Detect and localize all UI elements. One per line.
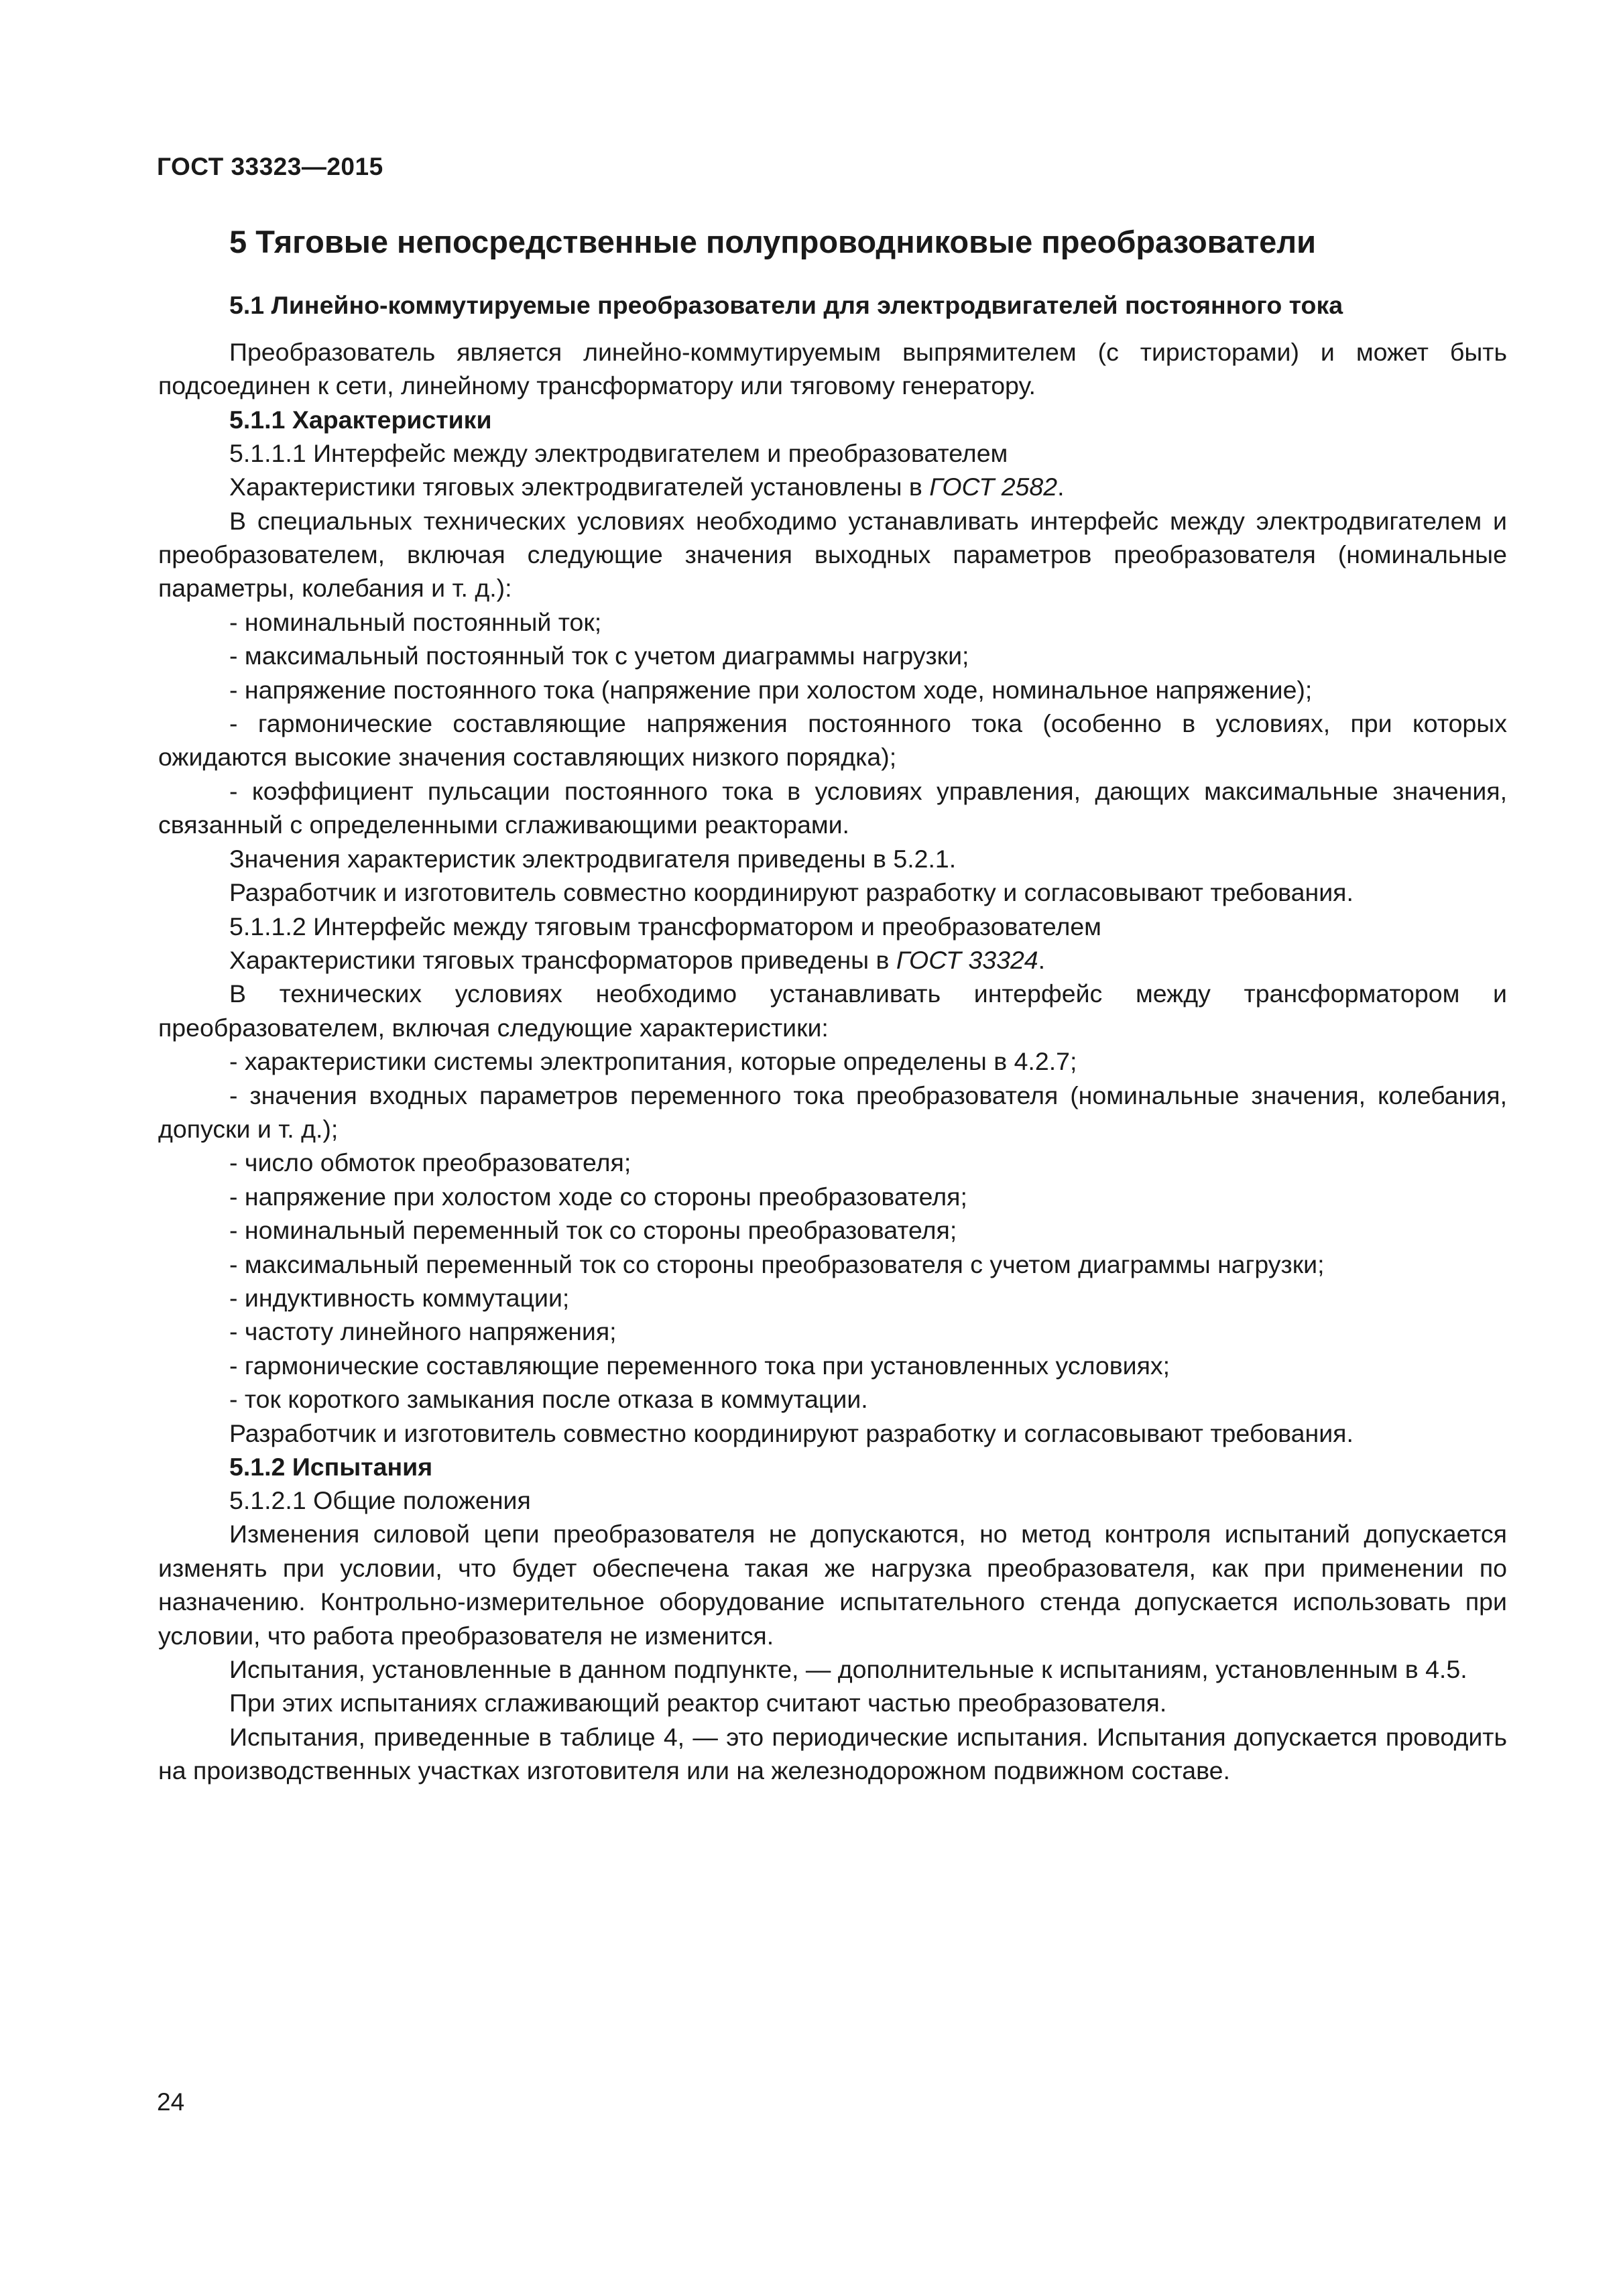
paragraph-periodic-tests: Испытания, приведенные в таблице 4, — это периодические испытания. Испытания допускается проводить на производственных участках изготовителя или на железнодорожном подвижном составе.	[158, 1722, 1507, 1785]
list-item: - частоту линейного напряжения;	[229, 1317, 617, 1346]
list-item: - напряжение при холостом ходе со стороны преобразователя;	[229, 1182, 967, 1211]
list-item: - значения входных параметров переменного тока преобразователя (номинальные значения, колебания, допуски и т. д.);	[158, 1081, 1507, 1143]
page-number: 24	[157, 2088, 185, 2116]
motor-char-end: .	[1057, 473, 1065, 501]
subsection-title: 5.1 Линейно-коммутируемые преобразователи для электродвигателей постоянного тока	[229, 291, 1343, 319]
heading-characteristics: 5.1.1 Характеристики	[229, 405, 492, 434]
clause-5-1-1-1: 5.1.1.1 Интерфейс между электродвигателем и преобразователем	[229, 438, 1008, 467]
paragraph-developer-coordination: Разработчик и изготовитель совместно координируют разработку и согласовывают требования.	[229, 878, 1354, 907]
list-item: - характеристики системы электропитания, которые определены в 4.2.7;	[229, 1047, 1077, 1076]
paragraph-transformer-characteristics	[158, 943, 1507, 977]
document-code: ГОСТ 33323—2015	[157, 153, 383, 180]
list-item: - гармонические составляющие переменного тока при установленных условиях;	[229, 1351, 1170, 1380]
paragraph-circuit-changes: Изменения силовой цепи преобразователя не допускаются, но метод контроля испытаний допускается изменять при условии, что будет обеспечена такая же нагрузка преобразователя, как при применении по назначению. Контрольно-измерительное оборудование испытательного стенда допускается использовать при условии, что работа преобразователя не изменится.	[158, 1520, 1507, 1650]
document-body	[158, 221, 1507, 1788]
paragraph-developer-coordination-2: Разработчик и изготовитель совместно координируют разработку и согласовывают требования.	[229, 1418, 1354, 1447]
list-item: - индуктивность коммутации;	[229, 1283, 570, 1312]
trans-char-text: Характеристики тяговых трансформаторов приведены в	[229, 945, 896, 974]
paragraph-additional-tests: Испытания, установленные в данном подпункте, — дополнительные к испытаниям, установленным в 4.5.	[229, 1655, 1467, 1684]
paragraph-motor-values: Значения характеристик электродвигателя приведены в 5.2.1.	[229, 844, 957, 873]
clause-5-1-2-1: 5.1.2.1 Общие положения	[229, 1486, 531, 1514]
clause-5-1-1-2: 5.1.1.2 Интерфейс между тяговым трансформатором и преобразователем	[229, 912, 1101, 941]
motor-char-text: Характеристики тяговых электродвигателей установлены в	[229, 473, 930, 501]
paragraph-motor-characteristics	[158, 470, 1507, 503]
paragraph-special-specs: В специальных технических условиях необходимо устанавливать интерфейс между электродвигателем и преобразователем, включая следующие значения выходных параметров преобразователя (номинальные параметры, колебания и т. д.):	[158, 506, 1507, 603]
standard-reference-gost-2582: ГОСТ 2582	[929, 473, 1058, 501]
paragraph-technical-specs: В технических условиях необходимо устанавливать интерфейс между трансформатором и преобразователем, включая следующие характеристики:	[158, 979, 1507, 1042]
trans-char-end: .	[1038, 945, 1046, 974]
list-item: - число обмоток преобразователя;	[229, 1148, 632, 1177]
list-item: - максимальный переменный ток со стороны преобразователя с учетом диаграммы нагрузки;	[229, 1250, 1325, 1278]
list-item: - номинальный постоянный ток;	[229, 607, 602, 636]
paragraph-converter-intro: Преобразователь является линейно-коммутируемым выпрямителем (с тиристорами) и может быть подсоединен к сети, линейному трансформатору или тяговому генератору.	[158, 338, 1507, 400]
list-item: - номинальный переменный ток со стороны преобразователя;	[229, 1216, 957, 1245]
section-title: 5 Тяговые непосредственные полупроводниковые преобразователи	[229, 224, 1316, 259]
list-item: - коэффициент пульсации постоянного тока в условиях управления, дающих максимальные значения, связанный с определенными сглаживающими реакторами.	[158, 776, 1507, 839]
list-item: - максимальный постоянный ток с учетом диаграммы нагрузки;	[229, 642, 969, 670]
paragraph-smoothing-reactor: При этих испытаниях сглаживающий реактор считают частью преобразователя.	[229, 1689, 1167, 1717]
list-item: - ток короткого замыкания после отказа в коммутации.	[229, 1385, 868, 1414]
list-item: - напряжение постоянного тока (напряжение при холостом ходе, номинальное напряжение);	[229, 675, 1313, 704]
heading-tests: 5.1.2 Испытания	[229, 1453, 433, 1481]
list-item: - гармонические составляющие напряжения постоянного тока (особенно в условиях, при которых ожидаются высокие значения составляющих низкого порядка);	[158, 709, 1507, 772]
standard-reference-gost-33324: ГОСТ 33324	[896, 945, 1038, 974]
